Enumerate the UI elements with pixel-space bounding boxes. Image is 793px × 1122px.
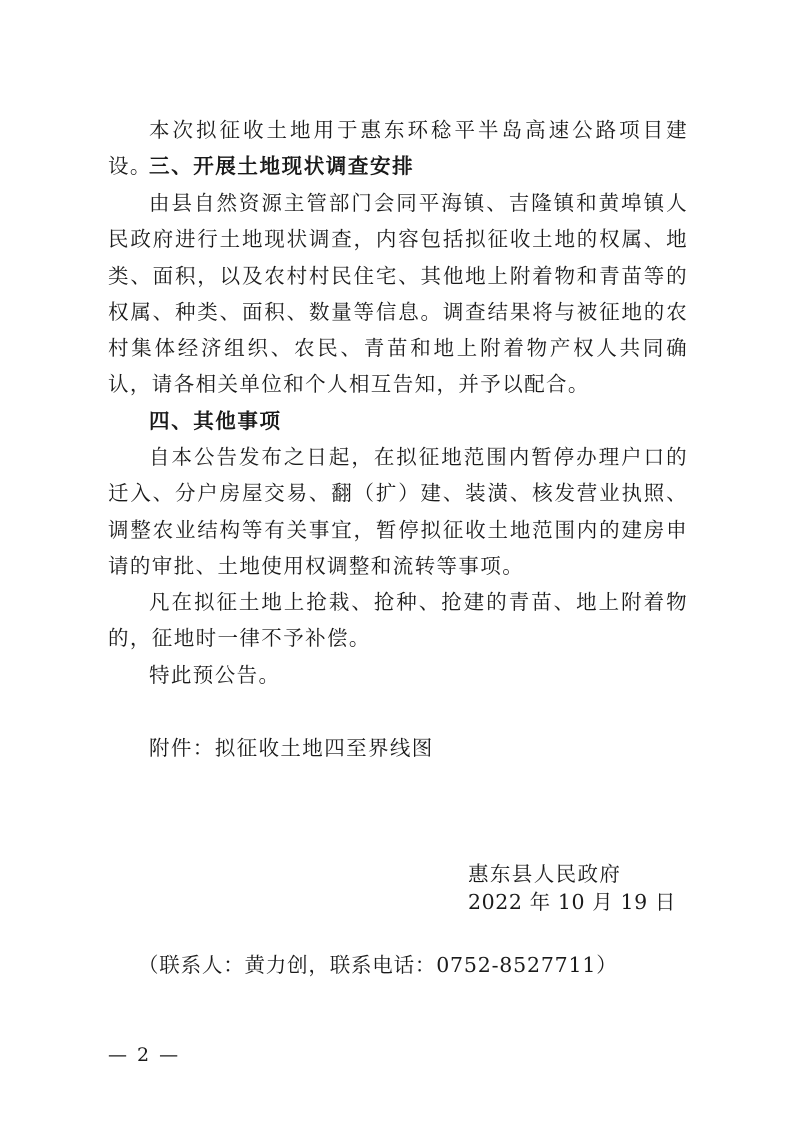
issuer-name: 惠东县人民政府 — [468, 862, 622, 886]
contact-info: （联系人：黄力创，联系电话：0752-8527711） — [138, 953, 618, 977]
section-heading-other-matters: 四、其他事项 — [149, 409, 282, 433]
paragraph-project-purpose: 本次拟征收土地用于惠东环稔平半岛高速公路项目建设。 — [108, 118, 688, 179]
paragraph-suspension: 自本公告发布之日起，在拟征地范围内暂停办理户口的迁入、分户房屋交易、翻（扩）建、装潢、核发营业执照、调整农业结构等有关事宜，暂停拟征收土地范围内的建房申请的审批、土地使用权调整和流转等事项。 — [108, 445, 688, 578]
paragraph-land-survey: 由县自然资源主管部门会同平海镇、吉隆镇和黄埠镇人民政府进行土地现状调查，内容包括拟征收土地的权属、地类、面积，以及农村村民住宅、其他地上附着物和青苗等的权属、种类、面积、数量等信息。调查结果将与被征地的农村集体经济组织、农民、青苗和地上附着物产权人共同确认，请各相关单位和个人相互告知，并予以配合。 — [108, 191, 688, 397]
paragraph-no-compensation: 凡在拟征土地上抢栽、抢种、抢建的青苗、地上附着物的，征地时一律不予补偿。 — [108, 590, 688, 651]
issue-date: 2022 年 10 月 19 日 — [468, 890, 677, 914]
page-number: — 2 — — [108, 1044, 181, 1066]
paragraph-notice: 特此预公告。 — [149, 663, 281, 687]
attachment-line: 附件：拟征收土地四至界线图 — [149, 736, 434, 760]
section-heading-land-survey: 三、开展土地现状调查安排 — [149, 154, 415, 178]
